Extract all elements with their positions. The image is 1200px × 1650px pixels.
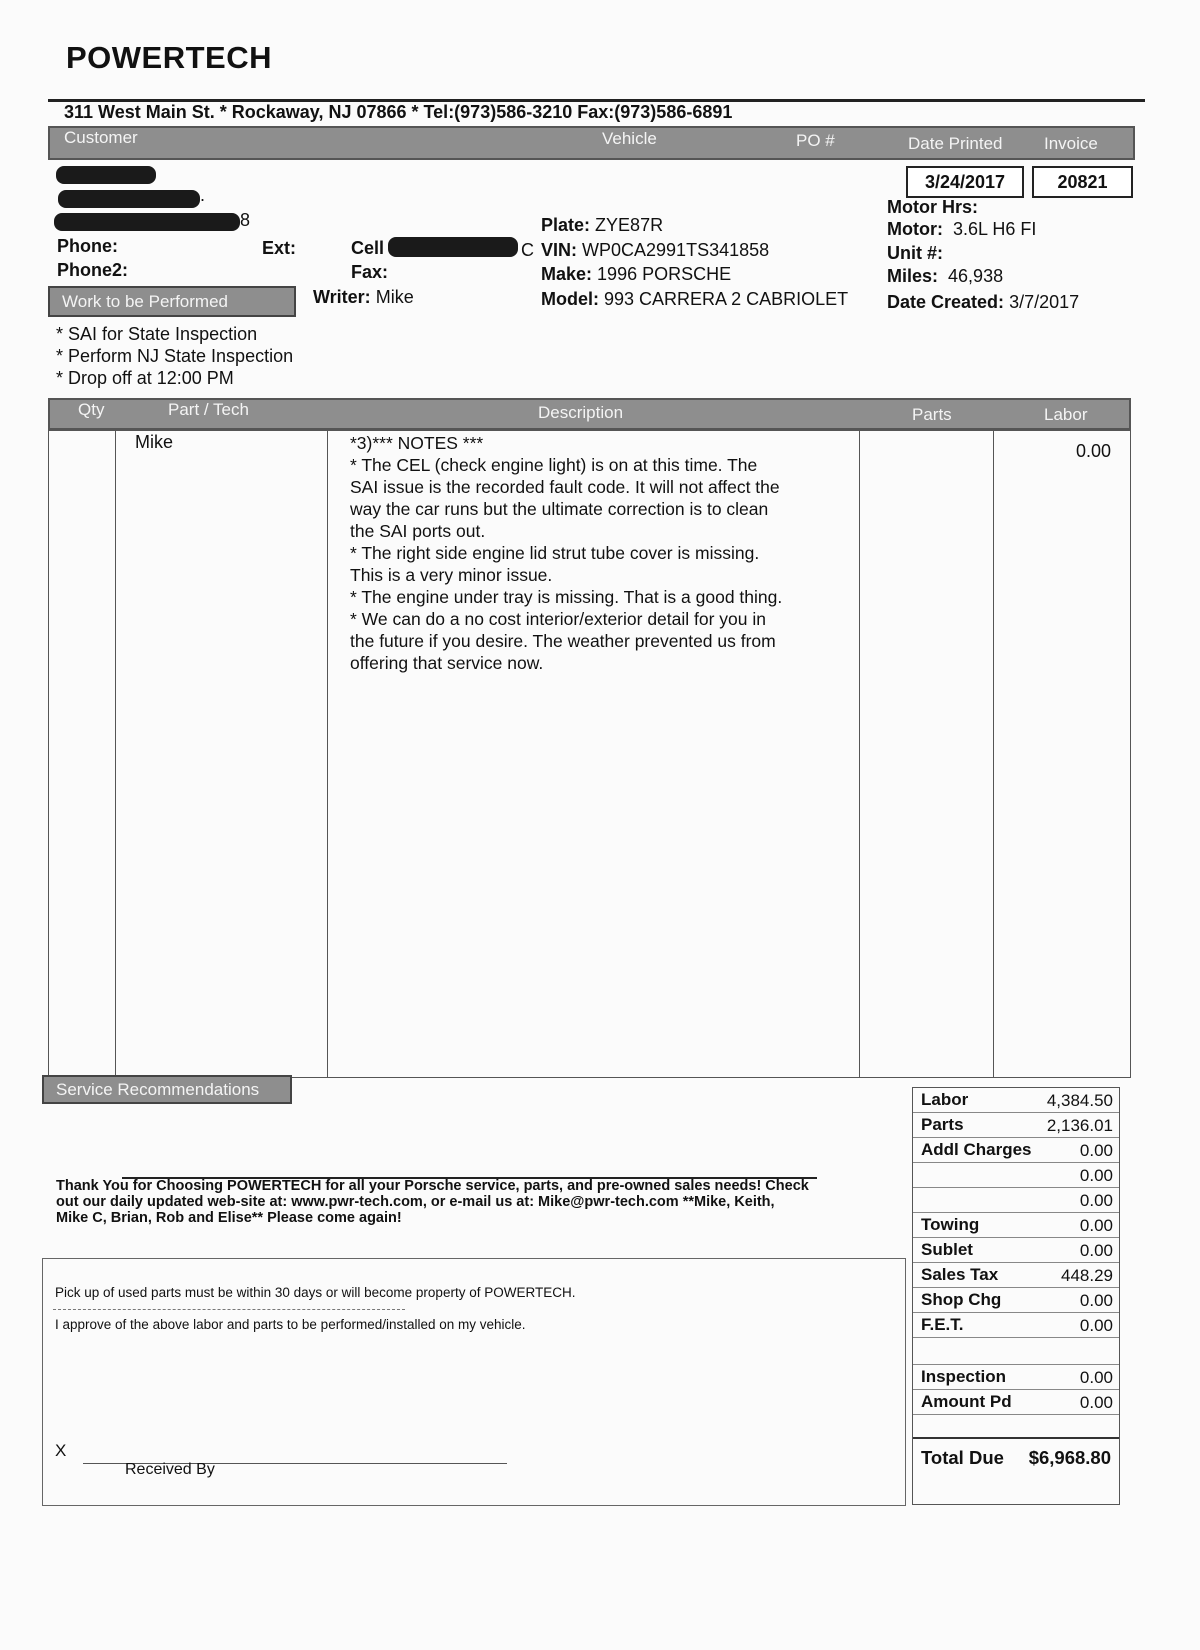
description-line: * The engine under tray is missing. That is a good thing. <box>350 587 783 607</box>
work-to-be-performed-header: Work to be Performed <box>48 286 296 317</box>
date-printed-header: Date Printed <box>908 134 1003 153</box>
work-item: * SAI for State Inspection <box>56 324 258 344</box>
description-line: SAI issue is the recorded fault code. It will not affect the <box>350 477 780 497</box>
thanks-line: Thank You for Choosing POWERTECH for all your Porsche service, parts, and pre-owned sales needs! Check <box>56 1178 809 1194</box>
line-description <box>350 432 850 674</box>
labor-header: Labor <box>1044 405 1088 424</box>
terms-divider <box>53 1309 405 1310</box>
totals-row: Addl Charges 0.00 <box>913 1138 1119 1163</box>
total-due-value: $6,968.80 <box>1028 1447 1111 1468</box>
description-line: This is a very minor issue. <box>350 565 553 585</box>
writer-field: Writer: Mike <box>313 287 414 307</box>
description-line: *3)*** NOTES *** <box>350 433 484 453</box>
totals-row: Inspection 0.00 <box>913 1365 1119 1390</box>
miles-field: Miles: 46,938 <box>887 266 1004 286</box>
part-tech-header: Part / Tech <box>168 400 249 419</box>
totals-row: 0.00 <box>913 1163 1119 1188</box>
make-field: Make: 1996 PORSCHE <box>541 264 732 284</box>
column-divider <box>859 431 860 1077</box>
date-printed-value: 3/24/2017 <box>906 166 1024 198</box>
service-recommendations-header: Service Recommendations <box>42 1075 292 1104</box>
totals-row: Towing 0.00 <box>913 1213 1119 1238</box>
company-name: POWERTECH <box>66 40 272 75</box>
motor-field: Motor: 3.6L H6 FI <box>887 219 1037 239</box>
totals-row: Sales Tax 448.29 <box>913 1263 1119 1288</box>
line-tech: Mike <box>135 432 174 452</box>
total-due-label: Total Due <box>921 1447 1004 1468</box>
received-by-label: Received By <box>125 1461 215 1478</box>
cell-tail: C <box>521 240 534 260</box>
line-items-header <box>48 398 1131 430</box>
motor-hrs-label: Motor Hrs: <box>887 197 978 217</box>
cell-label: Cell <box>351 238 385 258</box>
description-line: the SAI ports out. <box>350 521 486 541</box>
customer-header: Customer <box>64 128 138 147</box>
ext-label: Ext: <box>262 238 297 258</box>
customer-vehicle-header <box>48 126 1135 160</box>
description-line: * The right side engine lid strut tube cover is missing. <box>350 543 760 563</box>
redacted-street-address <box>58 190 200 208</box>
redacted-customer-name <box>56 166 156 184</box>
totals-row <box>913 1338 1119 1365</box>
totals-row: Sublet 0.00 <box>913 1238 1119 1263</box>
totals-row: Amount Pd 0.00 <box>913 1390 1119 1415</box>
pickup-policy: Pick up of used parts must be within 30 days or will become property of POWERTECH. <box>55 1285 576 1300</box>
plate-field: Plate: ZYE87R <box>541 215 664 235</box>
totals-spacer <box>913 1415 1119 1439</box>
unit-label: Unit #: <box>887 243 943 263</box>
column-divider <box>115 431 116 1077</box>
description-line: the future if you desire. The weather prevented us from <box>350 631 776 651</box>
totals-row: Shop Chg 0.00 <box>913 1288 1119 1313</box>
redacted-cell-number <box>388 237 518 257</box>
work-item: * Drop off at 12:00 PM <box>56 368 234 388</box>
company-address: 311 West Main St. * Rockaway, NJ 07866 * Tel:(973)586-3210 Fax:(973)586-6891 <box>64 102 733 122</box>
invoice-number: 20821 <box>1032 166 1133 198</box>
address-punct: . <box>200 185 206 205</box>
parts-header: Parts <box>912 405 952 424</box>
fax-label: Fax: <box>351 262 389 282</box>
thanks-line: Mike C, Brian, Rob and Elise** Please come again! <box>56 1210 402 1226</box>
writer-value: Mike <box>375 287 414 307</box>
thanks-line: out our daily updated web-site at: www.pwr-tech.com, or e-mail us at: Mike@pwr-tech.com **Mike, Keith, <box>56 1194 775 1210</box>
column-divider <box>327 431 328 1077</box>
redacted-city-state <box>54 213 240 231</box>
description-line: * The CEL (check engine light) is on at this time. The <box>350 455 758 475</box>
totals-row: Parts 2,136.01 <box>913 1113 1119 1138</box>
work-items <box>56 323 293 389</box>
description-header: Description <box>538 403 624 422</box>
description-line: * We can do a no cost interior/exterior detail for you in <box>350 609 767 629</box>
totals-row: 0.00 <box>913 1188 1119 1213</box>
totals-row: F.E.T. 0.00 <box>913 1313 1119 1338</box>
qty-header: Qty <box>78 400 105 419</box>
address-suffix: 8 <box>240 210 251 230</box>
terms-signature-box <box>42 1258 906 1506</box>
vehicle-header: Vehicle <box>602 129 657 148</box>
phone2-label: Phone2: <box>57 260 129 280</box>
totals-box <box>912 1087 1120 1505</box>
model-field: Model: 993 CARRERA 2 CABRIOLET <box>541 289 849 309</box>
totals-row: Labor 4,384.50 <box>913 1088 1119 1113</box>
description-line: way the car runs but the ultimate correction is to clean <box>350 499 769 519</box>
date-created-field: Date Created: 3/7/2017 <box>887 292 1080 312</box>
vin-field: VIN: WP0CA2991TS341858 <box>541 240 770 260</box>
phone-label: Phone: <box>57 236 118 256</box>
po-header: PO # <box>796 131 835 150</box>
signature-x: X <box>55 1441 67 1460</box>
work-item: * Perform NJ State Inspection <box>56 346 294 366</box>
line-labor: 0.00 <box>1076 441 1112 461</box>
thanks-message <box>56 1178 896 1226</box>
approval-statement: I approve of the above labor and parts to be performed/installed on my vehicle. <box>55 1317 526 1332</box>
column-divider <box>993 431 994 1077</box>
description-line: offering that service now. <box>350 653 544 673</box>
invoice-header: Invoice <box>1044 134 1098 153</box>
